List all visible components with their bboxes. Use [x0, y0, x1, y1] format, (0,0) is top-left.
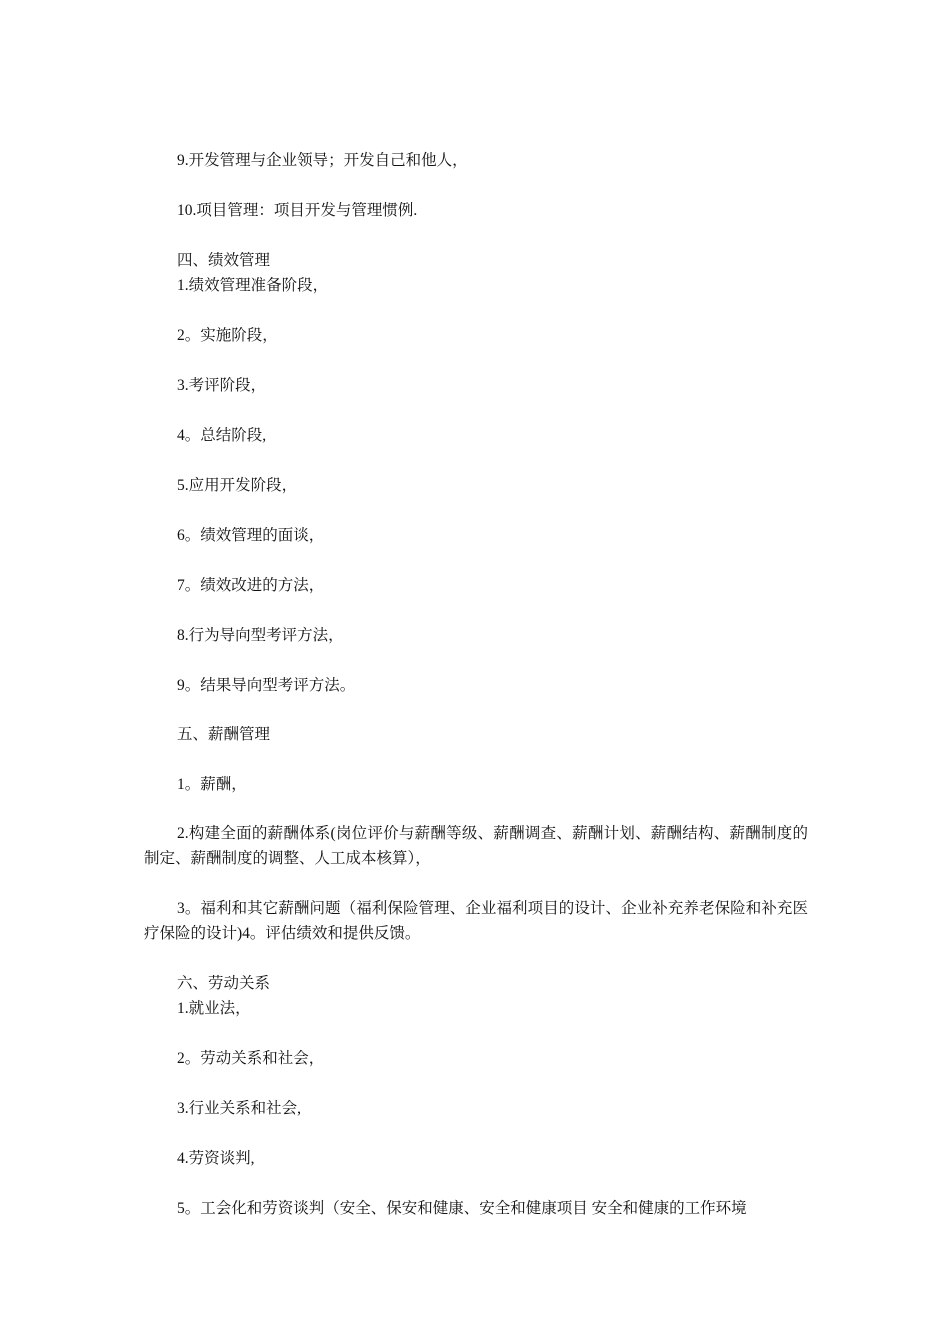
paragraph-benefits: 3。福利和其它薪酬问题（福利保险管理、企业福利项目的设计、企业补充养老保险和补充医疗保险的设计)4。评估绩效和提供反馈。	[144, 900, 808, 942]
section-heading-labor-relations: 六、劳动关系	[177, 975, 271, 992]
list-item-project-management: 10.项目管理：项目开发与管理惯例.	[177, 202, 418, 219]
list-item-performance-5: 5.应用开发阶段，	[177, 477, 298, 494]
list-item-performance-2: 2。实施阶段，	[177, 327, 278, 344]
list-item-labor-3: 3.行业关系和社会,	[177, 1100, 302, 1117]
list-item-performance-8: 8.行为导向型考评方法，	[177, 627, 344, 644]
list-item-dev-management: 9.开发管理与企业领导；开发自己和他人，	[177, 152, 468, 169]
list-item-labor-4: 4.劳资谈判,	[177, 1150, 255, 1167]
list-item-performance-7: 7。绩效改进的方法，	[177, 577, 325, 594]
section-heading-compensation: 五、薪酬管理	[177, 726, 271, 743]
list-item-labor-2: 2。劳动关系和社会，	[177, 1050, 325, 1067]
list-item-performance-6: 6。绩效管理的面谈，	[177, 527, 325, 544]
list-item-performance-4: 4。总结阶段,	[177, 427, 267, 444]
list-item-performance-9: 9。结果导向型考评方法。	[177, 677, 356, 694]
paragraph-compensation-system: 2.构建全面的薪酬体系(岗位评价与薪酬等级、薪酬调查、薪酬计划、薪酬结构、薪酬制度的制定、薪酬制度的调整、人工成本核算），	[144, 825, 808, 867]
list-item-compensation-1: 1。薪酬，	[177, 776, 247, 793]
section-heading-performance: 四、绩效管理	[177, 252, 271, 269]
list-item-labor-5: 5。工会化和劳资谈判（安全、保安和健康、安全和健康项目 安全和健康的工作环境	[177, 1200, 747, 1217]
list-item-performance-3: 3.考评阶段，	[177, 377, 267, 394]
list-item-performance-1: 1.绩效管理准备阶段，	[177, 277, 329, 294]
list-item-labor-1: 1.就业法，	[177, 1000, 251, 1017]
